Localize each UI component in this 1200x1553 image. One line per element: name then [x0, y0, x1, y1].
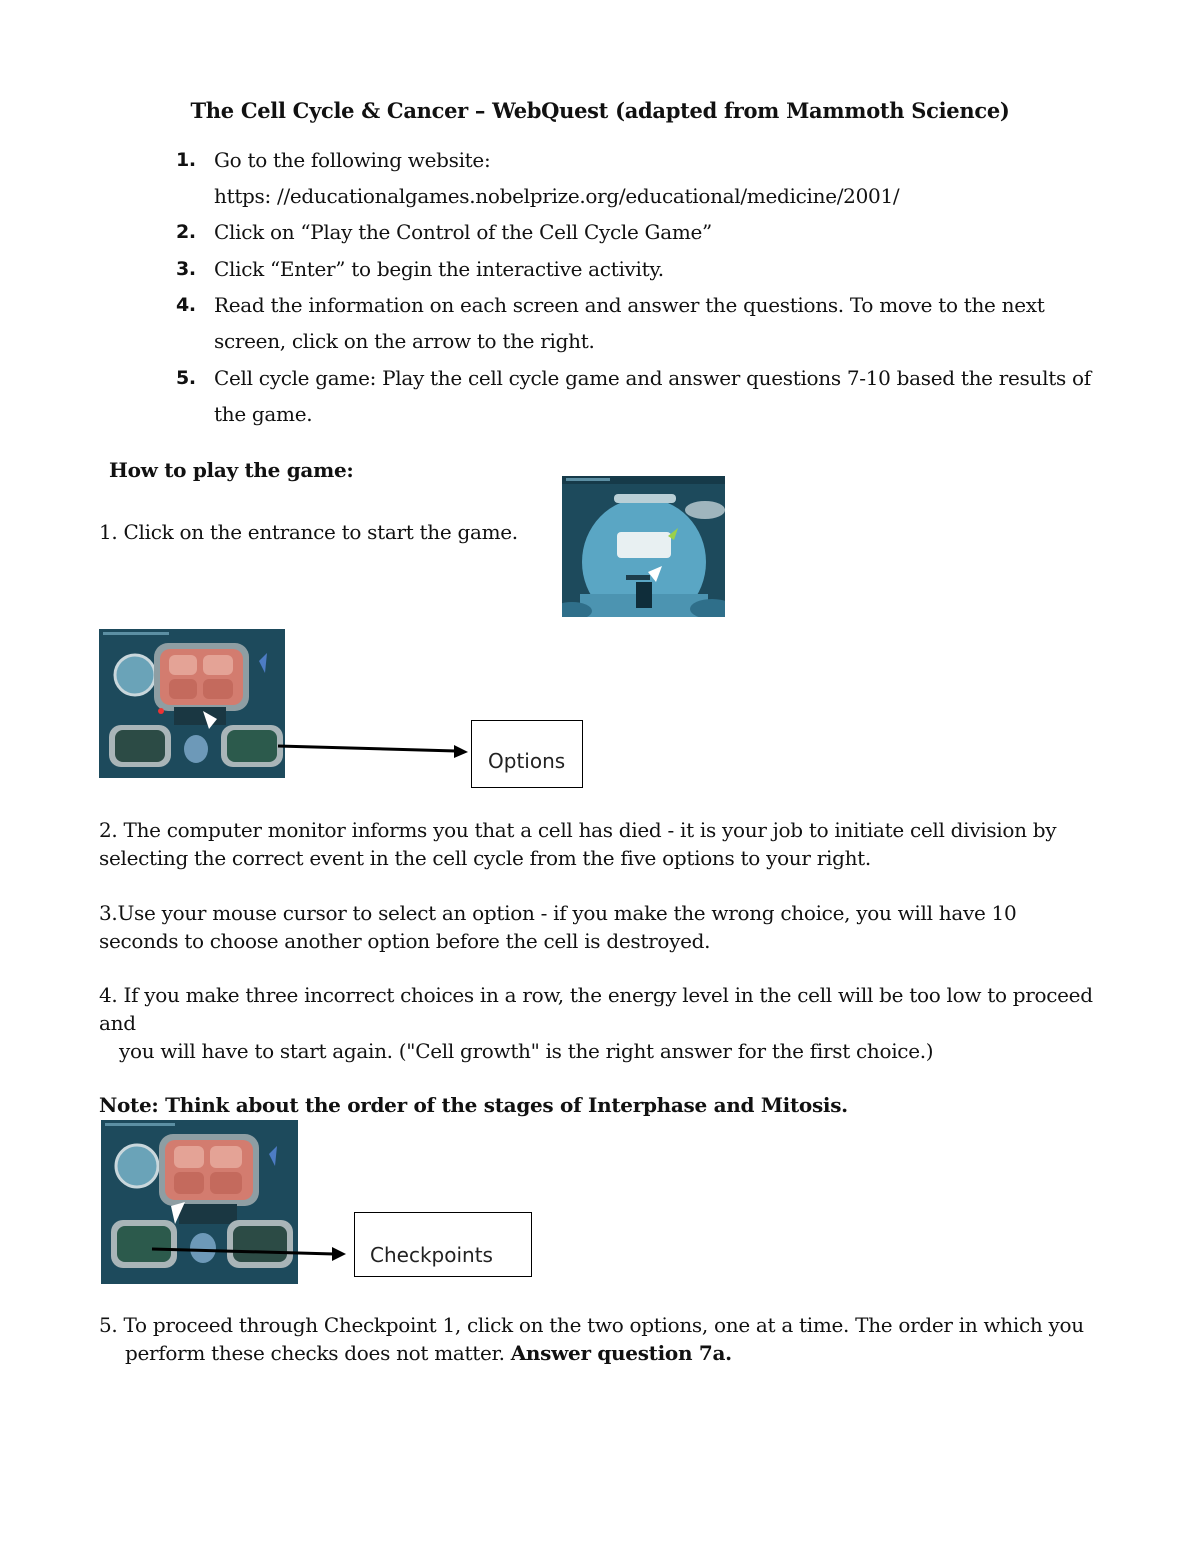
- step-number: 3.: [176, 258, 196, 280]
- instruction-5-line-2: [125, 1339, 1109, 1367]
- step-1: [176, 142, 1116, 214]
- step-number: 5.: [176, 367, 196, 389]
- note: Note: Think about the order of the stages of Interphase and Mitosis.: [99, 1093, 848, 1117]
- how-to-heading: How to play the game:: [109, 458, 354, 482]
- step-text: the game.: [214, 402, 313, 426]
- game-entrance-screenshot: [562, 476, 725, 617]
- game-entrance-illustration: [562, 476, 725, 617]
- instruction-5: [99, 1311, 1109, 1367]
- instruction-3-line-1: 3.Use your mouse cursor to select an option - if you make the wrong choice, you will have 10: [99, 901, 1017, 925]
- page-title: The Cell Cycle & Cancer – WebQuest (adapted from Mammoth Science): [190, 98, 1010, 123]
- step-2: [176, 214, 1116, 250]
- step-number: 1.: [176, 149, 196, 171]
- arrow-to-options-icon: [276, 736, 470, 762]
- checkpoints-callout: [354, 1212, 532, 1277]
- step-4: [176, 287, 1116, 359]
- options-callout: [471, 720, 583, 788]
- step-text: Cell cycle game: Play the cell cycle game and answer questions 7-10 based the results of: [214, 366, 1091, 390]
- instruction-2: [99, 816, 1109, 872]
- step-number: 2.: [176, 221, 196, 243]
- instruction-4-line-3: you will have to start again. ("Cell growth" is the right answer for the first choice.): [119, 1039, 934, 1063]
- game-options-screenshot: [99, 629, 285, 778]
- step-text: screen, click on the arrow to the right.: [214, 329, 595, 353]
- step-text: Click “Enter” to begin the interactive activity.: [214, 257, 664, 281]
- instruction-2-line-1: 2. The computer monitor informs you that a cell has died - it is your job to initiate cell division by: [99, 818, 1057, 842]
- instruction-5-line-1: 5. To proceed through Checkpoint 1, click on the two options, one at a time. The order in which you: [99, 1313, 1084, 1337]
- step-5: [176, 360, 1116, 432]
- instruction-2-line-2: selecting the correct event in the cell cycle from the five options to your right.: [99, 846, 871, 870]
- answer-question-7a: Answer question 7a.: [510, 1341, 732, 1365]
- step-text: Go to the following website:: [214, 148, 491, 172]
- instruction-4: [99, 981, 1109, 1065]
- step-number: 4.: [176, 294, 196, 316]
- game-options-illustration: [99, 629, 285, 778]
- instruction-4-line-1: 4. If you make three incorrect choices in a row, the energy level in the cell will be too low to proceed: [99, 983, 1093, 1007]
- instruction-5-text: perform these checks does not matter.: [125, 1341, 511, 1365]
- instruction-4-line-2: and: [99, 1011, 136, 1035]
- instruction-3-line-2: seconds to choose another option before the cell is destroyed.: [99, 929, 711, 953]
- website-link[interactable]: https: //educationalgames.nobelprize.org/educational/medicine/2001/: [214, 184, 900, 208]
- step-text: Read the information on each screen and answer the questions. To move to the next: [214, 293, 1045, 317]
- instruction-1: 1. Click on the entrance to start the game.: [99, 520, 518, 544]
- options-label: Options: [488, 749, 566, 773]
- checkpoints-label: Checkpoints: [370, 1243, 493, 1267]
- step-3: [176, 251, 1116, 287]
- step-text: Click on “Play the Control of the Cell Cycle Game”: [214, 220, 712, 244]
- instruction-3: [99, 899, 1109, 955]
- arrow-to-checkpoints-icon: [150, 1241, 348, 1265]
